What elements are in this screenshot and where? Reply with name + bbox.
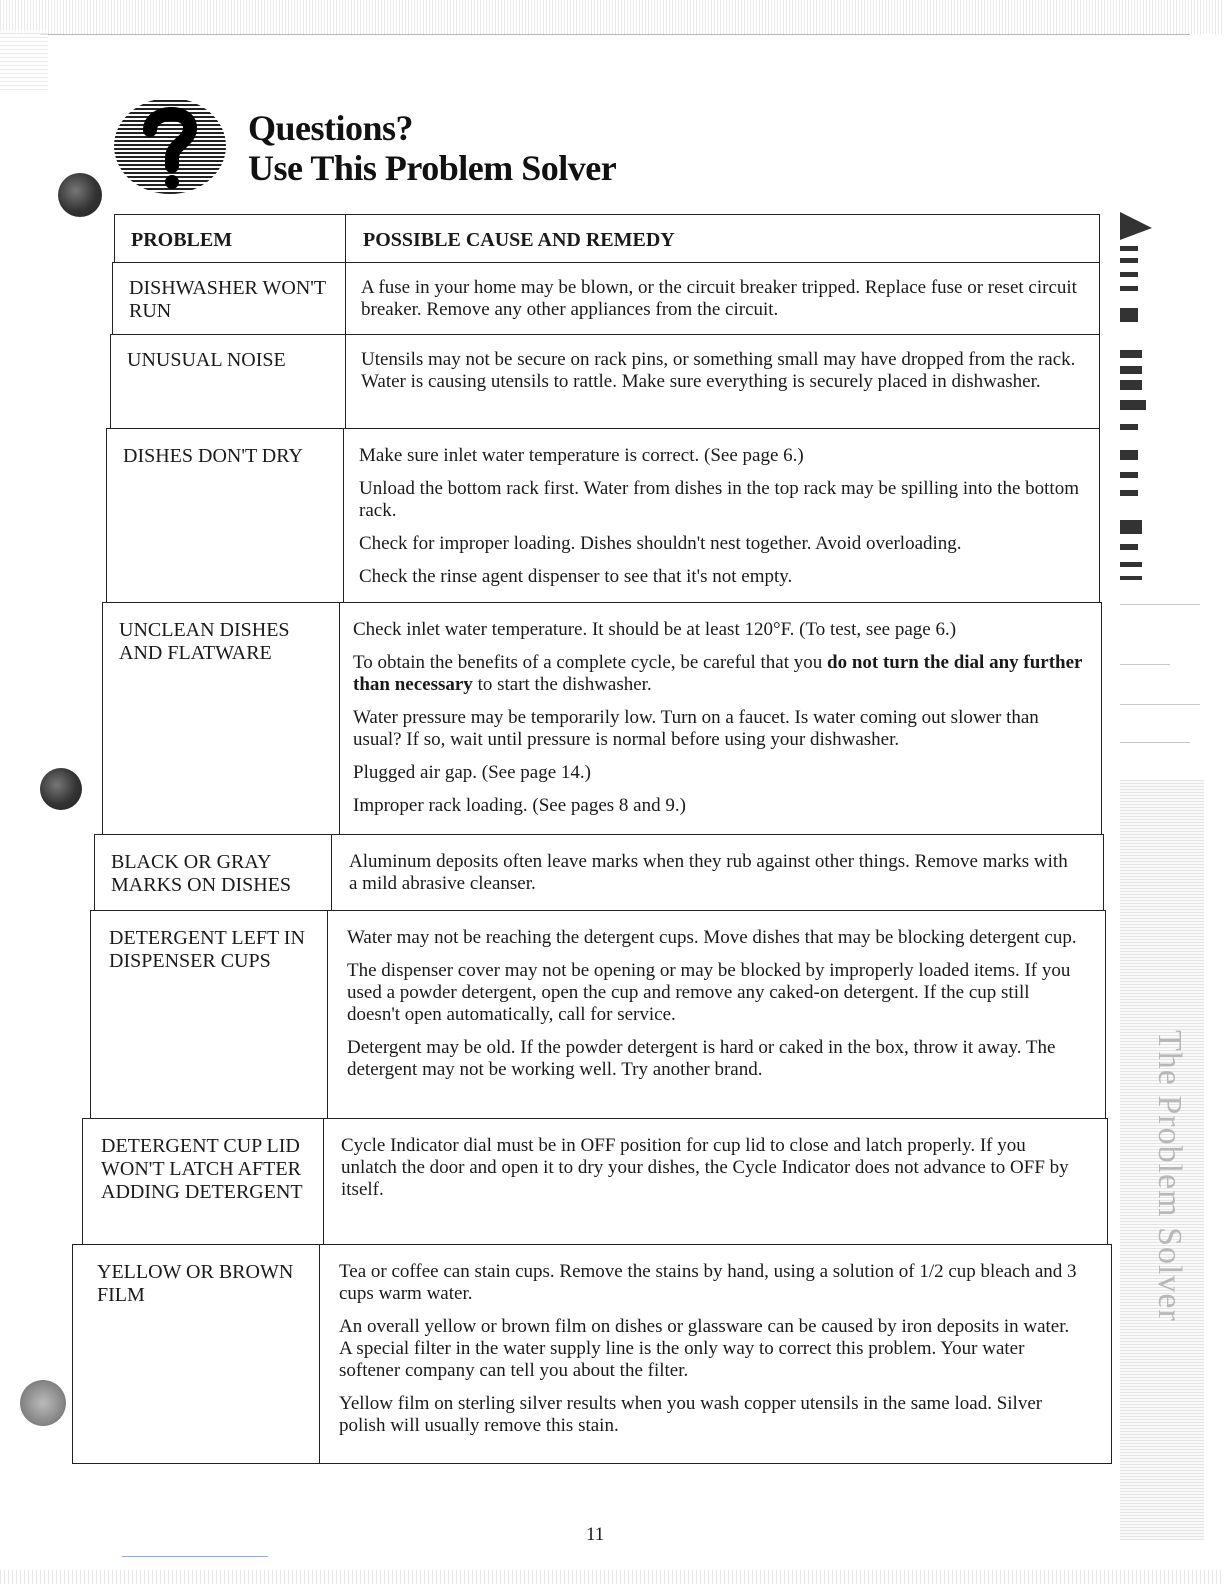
side-dash — [1120, 704, 1200, 705]
title-line-1: Questions? — [248, 108, 414, 148]
remedy-text: Yellow film on sterling silver results when you wash copper utensils in the same load. Silver polish will usually remove this stain. — [339, 1393, 1043, 1436]
punch-hole — [20, 1380, 66, 1426]
remedy-text: Water pressure may be temporarily low. Turn on a faucet. Is water coming out slower than usual? If so, wait until pressure is normal before using your dishwasher. — [353, 707, 1039, 750]
problem-label: BLACK OR GRAY MARKS ON DISHES — [111, 851, 292, 896]
table-row — [94, 834, 1104, 910]
remedy-text: Aluminum deposits often leave marks when they rub against other things. Remove marks with a mild abrasive cleanser. — [349, 851, 1068, 894]
remedy-text: Plugged air gap. (See page 14.) — [353, 762, 591, 783]
table-row — [102, 602, 1102, 834]
table-row — [90, 910, 1106, 1118]
remedy-text: Improper rack loading. (See pages 8 and 9.) — [353, 795, 686, 816]
side-dash — [1120, 742, 1190, 743]
question-mark-icon — [112, 96, 228, 196]
table-row — [82, 1118, 1108, 1244]
table-row — [106, 428, 1100, 602]
punch-hole — [58, 173, 102, 217]
page-title — [248, 108, 616, 188]
side-tab-marks — [1116, 210, 1168, 590]
remedy-text: Detergent may be old. If the powder detergent is hard or caked in the box, throw it away. The detergent may not be working well. Try another brand. — [347, 1037, 1056, 1080]
column-header-remedy: POSSIBLE CAUSE AND REMEDY — [363, 229, 675, 251]
table-row — [72, 1244, 1112, 1464]
column-header-problem: PROBLEM — [131, 229, 233, 251]
table-row — [112, 262, 1100, 334]
problem-label: DETERGENT LEFT IN DISPENSER CUPS — [109, 927, 305, 972]
table-header-row — [114, 214, 1100, 262]
title-line-2: Use This Problem Solver — [248, 148, 617, 188]
problem-label: DETERGENT CUP LID WON'T LATCH AFTER ADDING DETERGENT — [101, 1135, 303, 1203]
side-dash — [1120, 664, 1170, 665]
table-row — [110, 334, 1100, 428]
remedy-text-bold: do not turn the dial any further than necessary — [353, 652, 1083, 695]
problem-label: UNUSUAL NOISE — [127, 349, 286, 371]
remedy-text — [353, 652, 1083, 696]
remedy-text: The dispenser cover may not be opening or may be blocked by improperly loaded items. If you used a powder detergent, open the cup and remove any caked-on detergent. If the cup still doesn't open automatically, call for service. — [347, 960, 1071, 1025]
scan-noise-bottom — [0, 1570, 1224, 1584]
remedy-text: Make sure inlet water temperature is correct. (See page 6.) — [359, 445, 804, 466]
remedy-text: Check for improper loading. Dishes shouldn't nest together. Avoid overloading. — [359, 533, 962, 554]
side-dash — [1120, 604, 1200, 605]
problem-label: YELLOW OR BROWN FILM — [97, 1261, 294, 1306]
remedy-text: Check inlet water temperature. It should be at least 120°F. (To test, see page 6.) — [353, 619, 957, 640]
remedy-text: Tea or coffee can stain cups. Remove the stains by hand, using a solution of 1/2 cup bleach and 3 cups warm water. — [339, 1261, 1077, 1304]
remedy-text: Cycle Indicator dial must be in OFF position for cup lid to close and latch properly. If you unlatch the door and open it to dry your dishes, the Cycle Indicator does not advance to OFF by itself. — [341, 1135, 1069, 1200]
remedy-text: Check the rinse agent dispenser to see that it's not empty. — [359, 566, 793, 587]
remedy-text: An overall yellow or brown film on dishes or glassware can be caused by iron deposits in water. A special filter in the water supply line is the only way to correct this problem. Your water softener company can tell you about the filter. — [339, 1316, 1070, 1381]
remedy-text-end: to start the dishwasher. — [477, 674, 652, 695]
scan-noise-left — [0, 30, 48, 90]
problem-label: DISHWASHER WON'T RUN — [129, 277, 326, 322]
scan-edge-line — [40, 34, 1190, 35]
remedy-text: Water may not be reaching the detergent cups. Move dishes that may be blocking detergent cup. — [347, 927, 1077, 948]
scan-noise-top — [0, 0, 1224, 34]
remedy-text-start: To obtain the benefits of a complete cycle, be careful that you — [353, 652, 823, 673]
bottom-rule — [122, 1556, 268, 1557]
remedy-text: Utensils may not be secure on rack pins, or something small may have dropped from the rack. Water is causing utensils to rattle. Make sure everything is securely placed in dishwasher. — [361, 349, 1076, 392]
problem-label: DISHES DON'T DRY — [123, 445, 303, 467]
problem-label: UNCLEAN DISHES AND FLATWARE — [119, 619, 290, 664]
side-tab-label: The Problem Solver — [1151, 1030, 1188, 1322]
remedy-text: Unload the bottom rack first. Water from dishes in the top rack may be spilling into the bottom rack. — [359, 478, 1079, 521]
punch-hole — [40, 768, 82, 810]
remedy-text: A fuse in your home may be blown, or the circuit breaker tripped. Replace fuse or reset circuit breaker. Remove any other appliances from the circuit. — [361, 277, 1077, 320]
page-number: 11 — [586, 1524, 605, 1545]
